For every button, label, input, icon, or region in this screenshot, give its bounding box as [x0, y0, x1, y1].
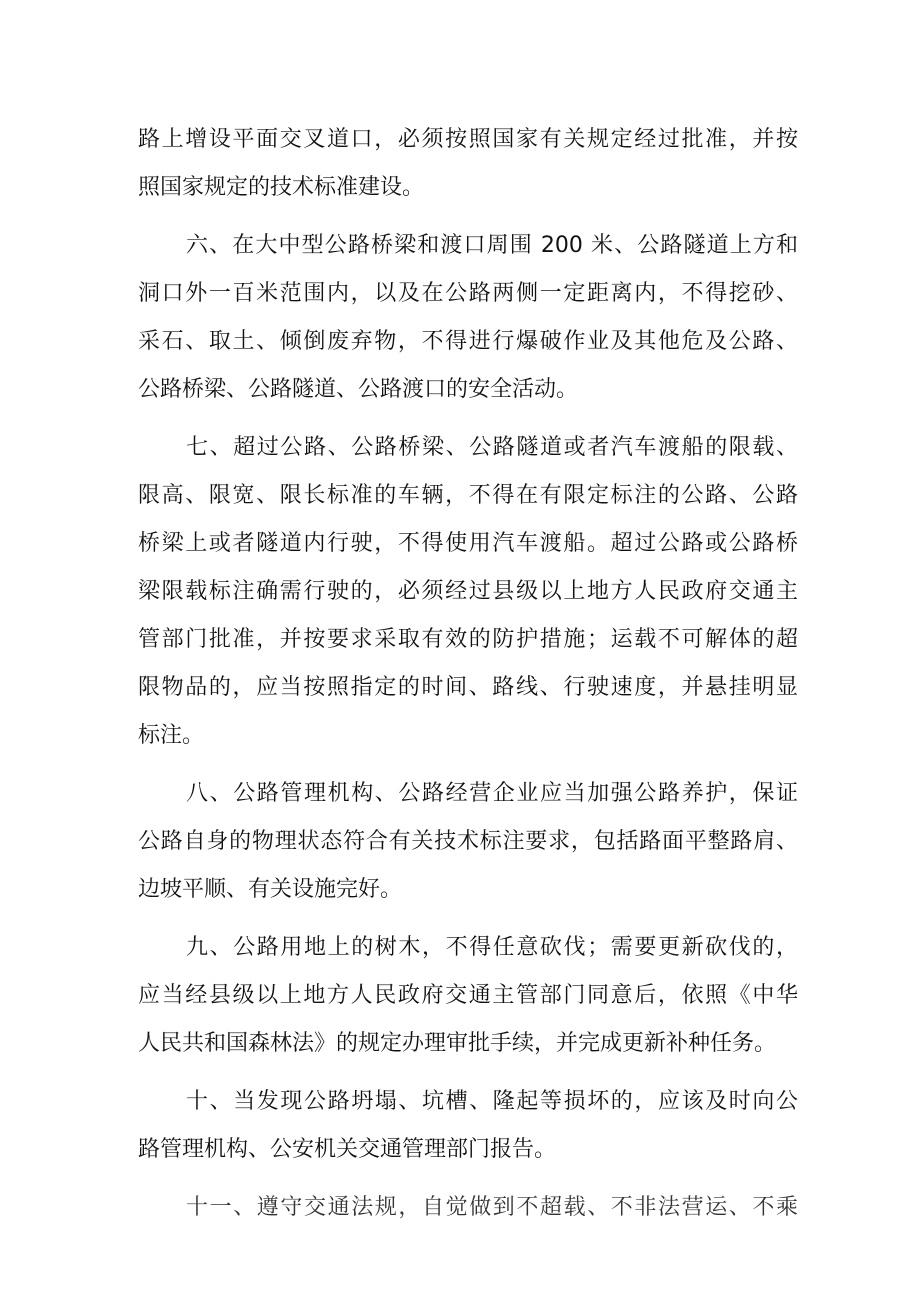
- text-line: 梁限载标注确需行驶的，必须经过县级以上地方人民政府交通主: [138, 579, 798, 604]
- text-line: 照国家规定的技术标准建设。: [138, 175, 425, 200]
- paragraph-6: [138, 222, 798, 414]
- text-line: 十、当发现公路坍塌、坑槽、隆起等损坏的，应该及时向公: [186, 1089, 798, 1114]
- text-line: 公路自身的物理状态符合有关技术标注要求，包括路面平整路肩、: [138, 829, 798, 854]
- paragraph-9: [138, 924, 798, 1068]
- text-line: 路上增设平面交叉道口，必须按照国家有关规定经过批准，并按: [138, 127, 798, 152]
- text-line: 公路桥梁、公路隧道、公路渡口的安全活动。: [138, 377, 579, 402]
- text-line: 桥梁上或者隧道内行驶，不得使用汽车渡船。超过公路或公路桥: [138, 531, 798, 556]
- paragraph-11: [138, 1184, 798, 1232]
- text-line: 限物品的，应当按照指定的时间、路线、行驶速度，并悬挂明显: [138, 675, 798, 700]
- text-line: 采石、取土、倾倒废弃物，不得进行爆破作业及其他危及公路、: [138, 329, 798, 354]
- text-line: 边坡平顺、有关设施完好。: [138, 877, 403, 902]
- text-line: 六、在大中型公路桥梁和渡口周围 200 米、公路隧道上方和: [186, 233, 798, 258]
- text-line: 九、公路用地上的树木，不得任意砍伐；需要更新砍伐的，: [186, 935, 798, 960]
- text-line: 洞口外一百米范围内，以及在公路两侧一定距离内，不得挖砂、: [138, 281, 798, 306]
- paragraph-8: [138, 770, 798, 914]
- paragraph-5-continued: [138, 116, 798, 212]
- text-line: 人民共和国森林法》的规定办理审批手续，并完成更新补种任务。: [138, 1031, 777, 1056]
- text-line: 管部门批准，并按要求采取有效的防护措施；运载不可解体的超: [138, 627, 798, 652]
- paragraph-7: [138, 424, 798, 760]
- text-line: 路管理机构、公安机关交通管理部门报告。: [138, 1137, 557, 1162]
- text-line: 七、超过公路、公路桥梁、公路隧道或者汽车渡船的限载、: [186, 435, 798, 460]
- document-body: [138, 116, 798, 1232]
- text-line: 应当经县级以上地方人民政府交通主管部门同意后，依照《中华: [138, 983, 798, 1008]
- text-line: 十一、遵守交通法规，自觉做到不超载、不非法营运、不乘: [186, 1195, 798, 1220]
- text-line: 限高、限宽、限长标准的车辆，不得在有限定标注的公路、公路: [138, 483, 798, 508]
- text-line: 八、公路管理机构、公路经营企业应当加强公路养护，保证: [186, 781, 798, 806]
- text-line: 标注。: [138, 723, 205, 748]
- paragraph-10: [138, 1078, 798, 1174]
